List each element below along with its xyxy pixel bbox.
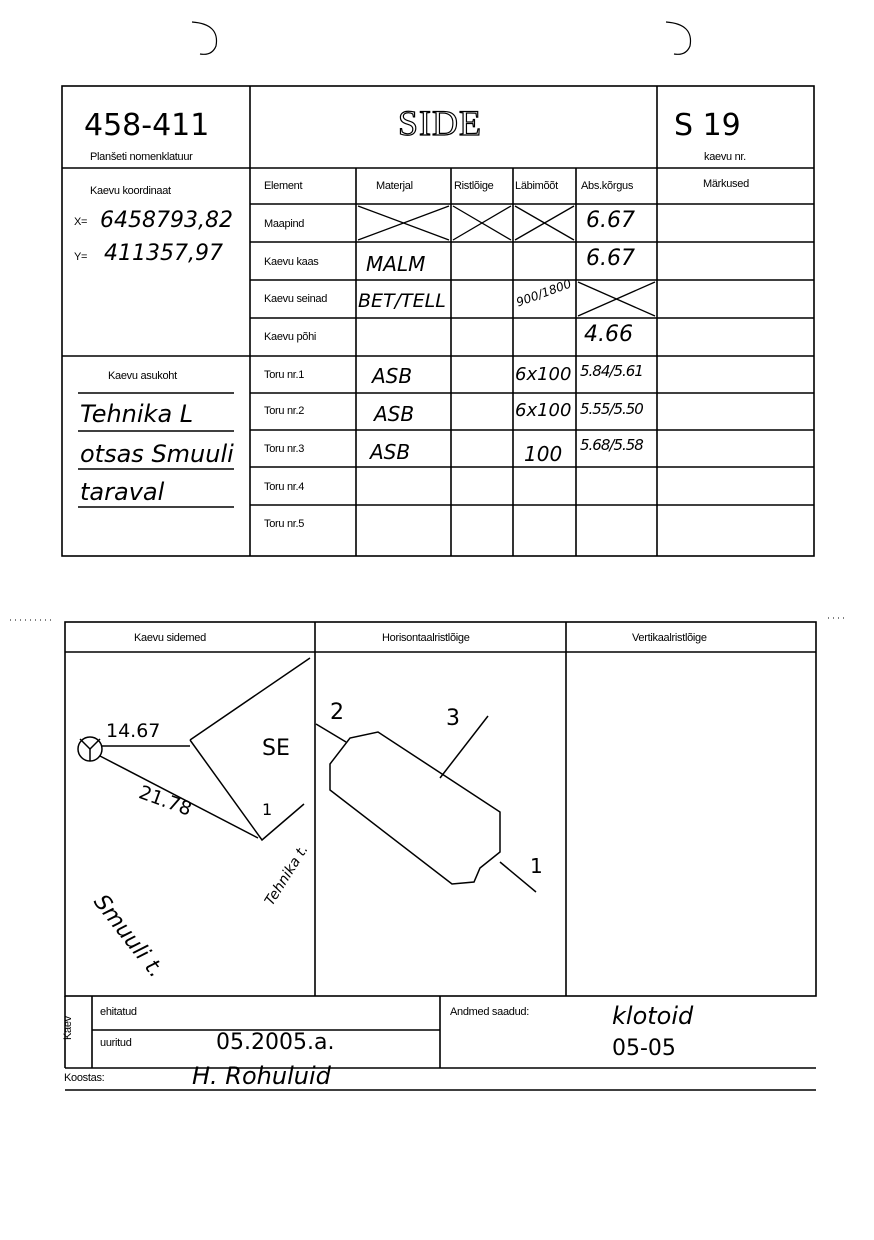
sketch-col-title-horizontal: Horisontaalristlõige <box>382 632 470 644</box>
kaas-material: MALM <box>366 252 426 276</box>
nomenclature-value: 458-411 <box>84 108 210 143</box>
coordinates-label: Kaevu koordinaat <box>90 185 171 197</box>
y-coordinate: 411357,97 <box>104 241 223 266</box>
built-label: ehitatud <box>100 1006 137 1018</box>
location-line-1: Tehnika L <box>80 400 194 428</box>
pipe-label-2: 2 <box>330 700 344 725</box>
maapind-height: 6.67 <box>586 208 635 233</box>
col-header-cross-section: Ristlõige <box>454 180 494 192</box>
data-source-value: klotoid <box>612 1002 694 1030</box>
footer-side-label: Kaev <box>62 1016 74 1040</box>
distance-2: 21.78 <box>135 781 195 821</box>
toru-1-material: ASB <box>372 364 413 388</box>
well-number-label: kaevu nr. <box>704 151 746 163</box>
kaas-height: 6.67 <box>586 246 635 271</box>
col-header-material: Materjal <box>376 180 413 192</box>
col-header-abs-height: Abs.kõrgus <box>581 180 634 192</box>
toru-3-diameter: 100 <box>524 442 563 466</box>
col-header-diameter: Läbimõõt <box>515 180 558 192</box>
row-label-toru-2: Toru nr.2 <box>264 405 305 417</box>
distance-1: 14.67 <box>106 720 161 742</box>
y-prefix: Y= <box>74 251 88 263</box>
street-tehnika: Tehnika t. <box>262 842 312 909</box>
compiled-value: H. Rohuluid <box>192 1062 331 1090</box>
street-smuuli: Smuuli t. <box>88 890 169 983</box>
pipe-label-3: 3 <box>446 706 460 731</box>
location-line-3: taraval <box>80 478 165 506</box>
toru-1-diameter: 6x100 <box>515 364 572 385</box>
toru-3-material: ASB <box>370 440 411 464</box>
location-label: Kaevu asukoht <box>108 370 177 382</box>
col-header-notes: Märkused <box>703 178 749 190</box>
inspected-label: uuritud <box>100 1037 132 1049</box>
row-label-pohi: Kaevu põhi <box>264 331 317 343</box>
page-title: SIDE <box>398 103 482 143</box>
data-source-date: 05-05 <box>612 1036 676 1061</box>
row-label-toru-5: Toru nr.5 <box>264 518 305 530</box>
seinad-diameter: 900/1800 <box>514 276 574 310</box>
pipe-label-1: 1 <box>530 854 543 878</box>
building-label: SE <box>262 736 290 761</box>
well-number-value: S 19 <box>674 108 741 143</box>
toru-3-height: 5.68/5.58 <box>580 436 643 454</box>
data-source-label: Andmed saadud: <box>450 1006 529 1018</box>
toru-2-material: ASB <box>374 402 415 426</box>
col-header-element: Element <box>264 180 303 192</box>
nomenclature-label: Planšeti nomenklatuur <box>90 151 193 163</box>
compiled-label: Koostas: <box>64 1072 105 1084</box>
toru-2-height: 5.55/5.50 <box>580 400 643 418</box>
toru-1-height: 5.84/5.61 <box>580 362 643 380</box>
row-label-toru-3: Toru nr.3 <box>264 443 305 455</box>
toru-2-diameter: 6x100 <box>515 400 572 421</box>
row-label-kaas: Kaevu kaas <box>264 256 319 268</box>
pohi-height: 4.66 <box>584 322 633 347</box>
seinad-material: BET/TELL <box>358 290 446 312</box>
x-coordinate: 6458793,82 <box>100 208 233 233</box>
row-label-seinad: Kaevu seinad <box>264 293 328 305</box>
sketch-col-title-connections: Kaevu sidemed <box>134 632 206 644</box>
sketch-col-title-vertical: Vertikaalristlõige <box>632 632 707 644</box>
building-number: 1 <box>262 800 273 819</box>
x-prefix: X= <box>74 216 88 228</box>
location-line-2: otsas Smuuli <box>80 440 234 468</box>
row-label-toru-4: Toru nr.4 <box>264 481 305 493</box>
row-label-toru-1: Toru nr.1 <box>264 369 305 381</box>
row-label-maapind: Maapind <box>264 218 305 230</box>
inspected-value: 05.2005.a. <box>216 1030 335 1055</box>
